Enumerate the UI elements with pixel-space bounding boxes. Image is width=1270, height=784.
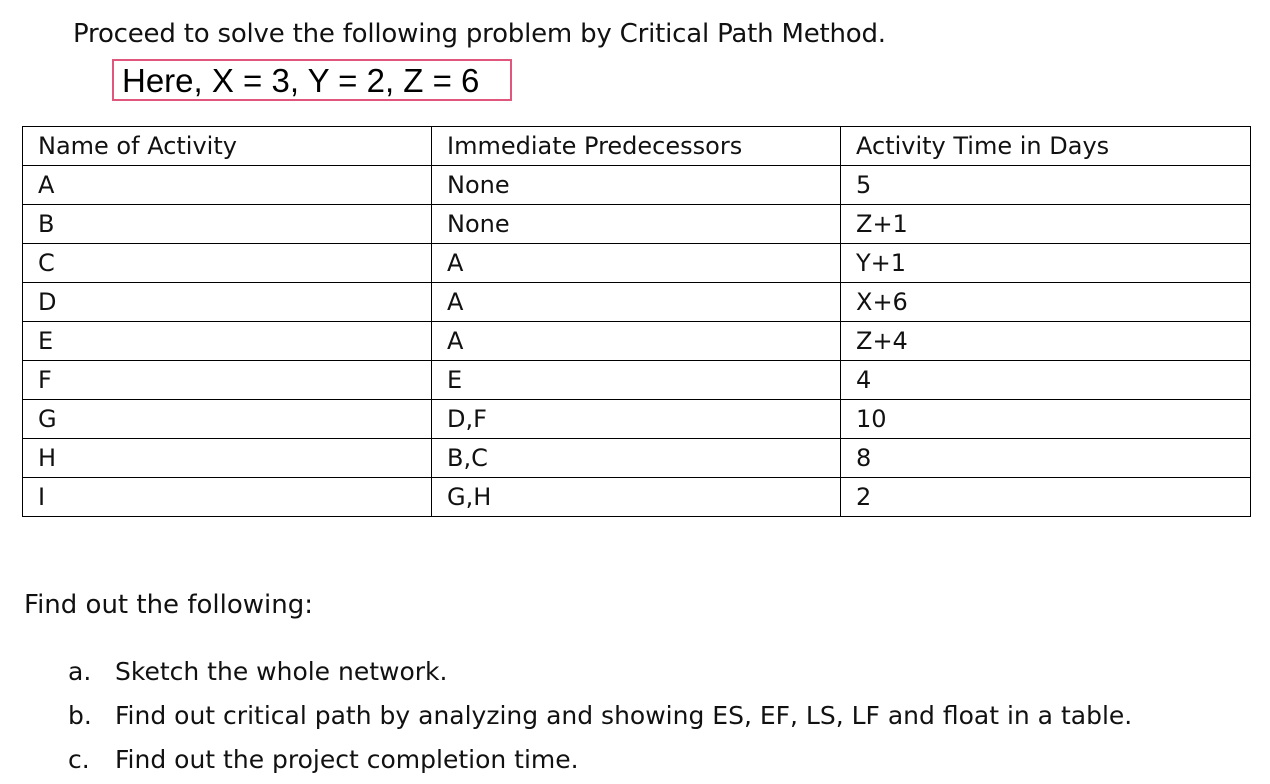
predecessors-cell: None	[432, 205, 841, 244]
activity-cell: I	[23, 478, 432, 517]
list-item	[0, 740, 1270, 784]
list-item-text: Find out critical path by analyzing and showing ES, EF, LS, LF and float in a table.	[115, 701, 1133, 730]
activity-cell: G	[23, 400, 432, 439]
predecessors-cell: G,H	[432, 478, 841, 517]
header-activity-time: Activity Time in Days	[841, 127, 1251, 166]
activity-cell: F	[23, 361, 432, 400]
predecessors-cell: None	[432, 166, 841, 205]
header-name-of-activity: Name of Activity	[23, 127, 432, 166]
predecessors-cell: A	[432, 322, 841, 361]
table-row	[23, 205, 1251, 244]
table-row	[23, 244, 1251, 283]
table-row	[23, 478, 1251, 517]
activity-cell: C	[23, 244, 432, 283]
list-item-text: Find out the project completion time.	[115, 745, 579, 774]
list-marker: a.	[68, 657, 92, 686]
table-row	[23, 322, 1251, 361]
intro-text: Proceed to solve the following problem by Critical Path Method.	[73, 19, 886, 49]
activity-cell: H	[23, 439, 432, 478]
table-row	[23, 439, 1251, 478]
header-immediate-predecessors: Immediate Predecessors	[432, 127, 841, 166]
time-cell: 10	[841, 400, 1251, 439]
table-row	[23, 166, 1251, 205]
task-list	[0, 652, 1270, 784]
time-cell: Z+4	[841, 322, 1251, 361]
given-values-box	[112, 59, 512, 101]
activity-table	[22, 126, 1251, 517]
time-cell: 8	[841, 439, 1251, 478]
activity-cell: E	[23, 322, 432, 361]
given-values-text: Here, X = 3, Y = 2, Z = 6	[122, 62, 480, 99]
predecessors-cell: D,F	[432, 400, 841, 439]
predecessors-cell: E	[432, 361, 841, 400]
activity-cell: A	[23, 166, 432, 205]
activity-cell: B	[23, 205, 432, 244]
time-cell: Z+1	[841, 205, 1251, 244]
table-row	[23, 400, 1251, 439]
list-marker: c.	[68, 745, 90, 774]
time-cell: 5	[841, 166, 1251, 205]
time-cell: Y+1	[841, 244, 1251, 283]
list-marker: b.	[68, 701, 92, 730]
predecessors-cell: A	[432, 244, 841, 283]
table-row	[23, 283, 1251, 322]
table-row	[23, 361, 1251, 400]
time-cell: 2	[841, 478, 1251, 517]
activity-cell: D	[23, 283, 432, 322]
table-header-row	[23, 127, 1251, 166]
find-heading: Find out the following:	[24, 590, 313, 620]
time-cell: 4	[841, 361, 1251, 400]
list-item	[0, 652, 1270, 696]
predecessors-cell: A	[432, 283, 841, 322]
time-cell: X+6	[841, 283, 1251, 322]
predecessors-cell: B,C	[432, 439, 841, 478]
list-item	[0, 696, 1270, 740]
list-item-text: Sketch the whole network.	[115, 657, 448, 686]
